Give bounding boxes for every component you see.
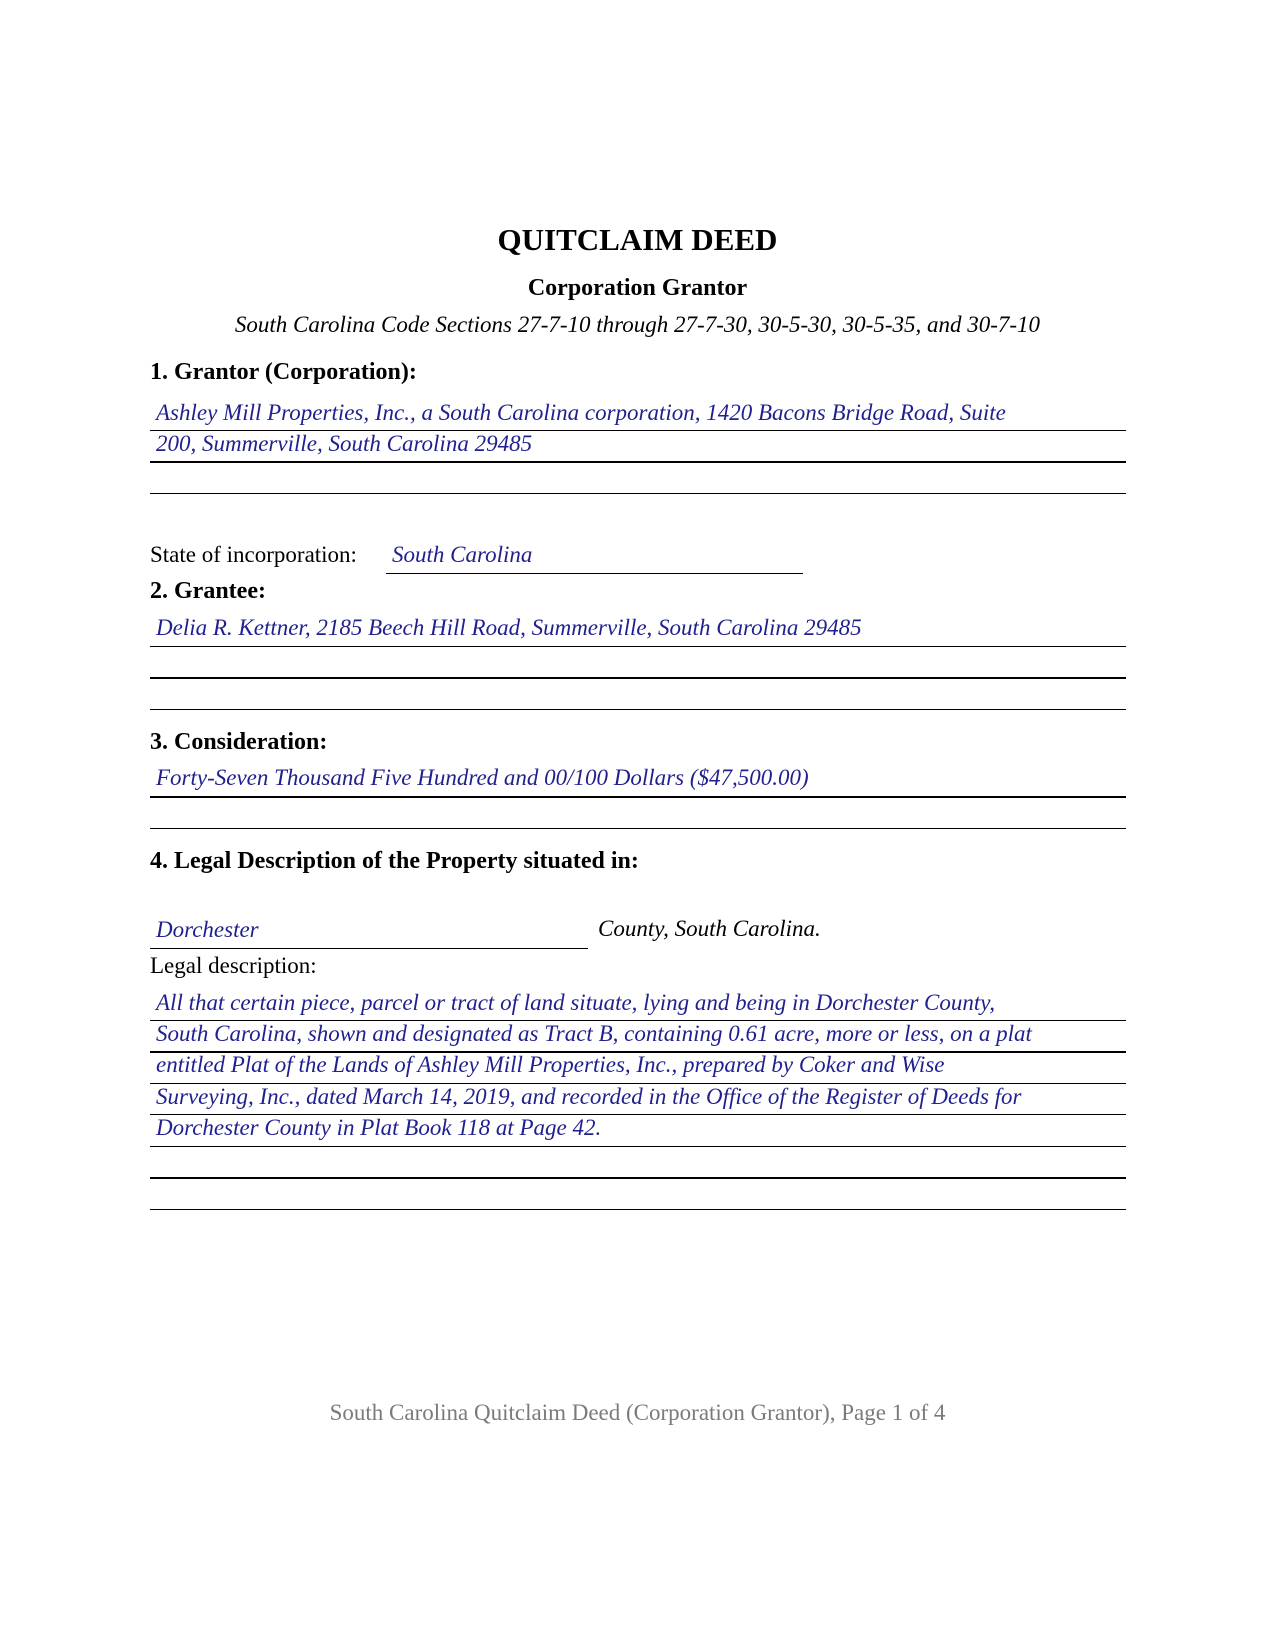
- legal-line-3[interactable]: entitled Plat of the Lands of Ashley Mill Properties, Inc., prepared by Coker and Wise: [156, 1052, 945, 1077]
- legal-line-1[interactable]: All that certain piece, parcel or tract of land situate, lying and being in Dorchester County,: [156, 990, 995, 1015]
- county-rule: [150, 948, 588, 949]
- legal-description-label: Legal description:: [150, 953, 317, 978]
- legal-rule-5: [150, 1146, 1126, 1147]
- consideration-rule-2: [150, 828, 1126, 829]
- grantee-rule-1: [150, 646, 1126, 647]
- county-suffix: County, South Carolina.: [598, 916, 821, 941]
- legal-line-5[interactable]: Dorchester County in Plat Book 118 at Page 42.: [156, 1115, 602, 1140]
- consideration-rule-1: [150, 796, 1126, 798]
- document-subtitle: Corporation Grantor: [527, 275, 748, 301]
- grantor-heading: 1. Grantor (Corporation):: [150, 359, 417, 385]
- consideration-heading: 3. Consideration:: [150, 729, 328, 755]
- legal-rule-6: [150, 1177, 1126, 1179]
- state-of-incorporation-label: State of incorporation:: [150, 542, 357, 567]
- legal-line-4[interactable]: Surveying, Inc., dated March 14, 2019, and recorded in the Office of the Register of Deeds for: [156, 1084, 1022, 1109]
- legal-rule-7: [150, 1209, 1126, 1210]
- legal-line-2[interactable]: South Carolina, shown and designated as Tract B, containing 0.61 acre, more or less, on a plat: [156, 1021, 1032, 1046]
- grantee-rule-3: [150, 709, 1126, 710]
- grantee-line-1[interactable]: Delia R. Kettner, 2185 Beech Hill Road, Summerville, South Carolina 29485: [156, 615, 862, 640]
- document-title: QUITCLAIM DEED: [497, 222, 778, 257]
- state-of-incorporation-value[interactable]: South Carolina: [392, 542, 533, 567]
- grantee-heading: 2. Grantee:: [150, 578, 266, 604]
- consideration-line-1[interactable]: Forty-Seven Thousand Five Hundred and 00/100 Dollars ($47,500.00): [156, 765, 809, 790]
- grantor-line-2[interactable]: 200, Summerville, South Carolina 29485: [156, 431, 533, 456]
- page-footer: South Carolina Quitclaim Deed (Corporation Grantor), Page 1 of 4: [329, 1400, 946, 1425]
- grantor-line-1[interactable]: Ashley Mill Properties, Inc., a South Carolina corporation, 1420 Bacons Bridge Road, Suite: [156, 400, 1006, 425]
- state-of-incorporation-rule: [386, 573, 803, 574]
- grantee-rule-2: [150, 677, 1126, 679]
- statute-reference: South Carolina Code Sections 27-7-10 through 27-7-30, 30-5-30, 30-5-35, and 30-7-10: [234, 312, 1041, 337]
- legal-description-heading: 4. Legal Description of the Property situated in:: [150, 848, 639, 874]
- county-value[interactable]: Dorchester: [156, 917, 259, 942]
- grantor-rule-3: [150, 493, 1126, 494]
- grantor-rule-2: [150, 461, 1126, 463]
